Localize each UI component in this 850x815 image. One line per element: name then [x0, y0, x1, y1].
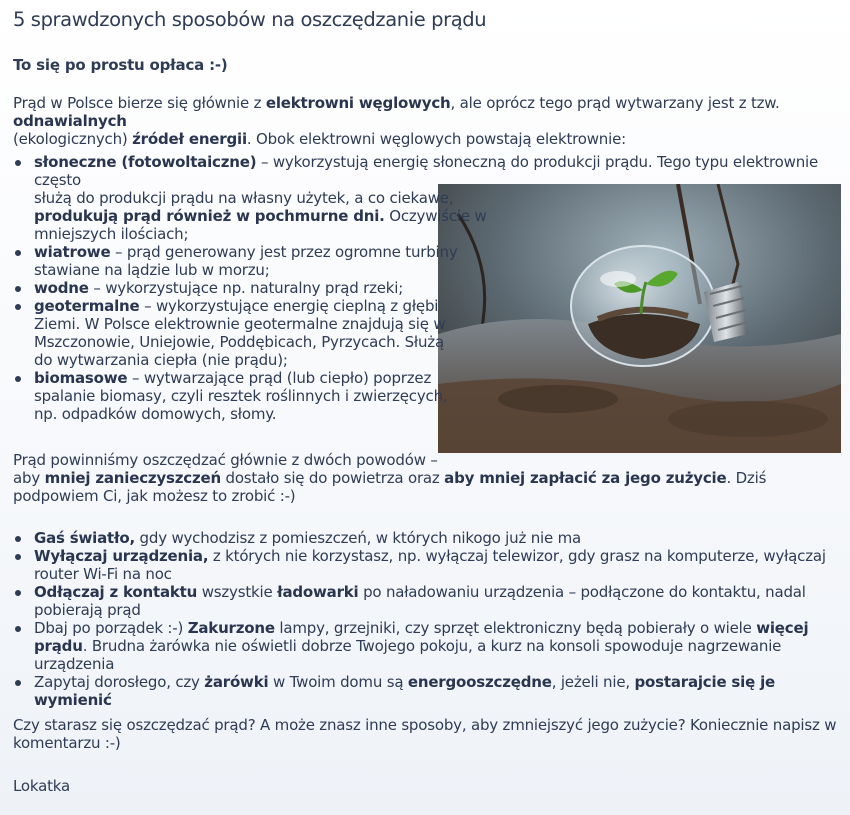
tip-text: gdy wychodzisz z pomieszczeń, w których nikogo już nie ma [134, 529, 581, 547]
reasons-text: dostało się do powietrza oraz [220, 469, 445, 487]
energy-sources-list [13, 153, 838, 423]
tip-bold: Gaś światło, [34, 529, 135, 547]
source-desc: – wytwarzające prąd (lub ciepło) poprzez [127, 369, 432, 387]
source-desc: – wykorzystujące energię cieplną z głębi [139, 297, 439, 315]
source-desc: spalanie biomasy, czyli resztek roślinnych i zwierzęcych, [34, 387, 448, 405]
list-item [13, 619, 833, 673]
source-desc: Oczywiście w [384, 207, 487, 225]
source-desc: stawiane na lądzie lub w morzu; [34, 261, 270, 279]
source-desc: do wytwarzania ciepła (nie prądu); [34, 351, 288, 369]
tip-bold: Zakurzone [187, 619, 275, 637]
reasons-paragraph [13, 451, 838, 505]
list-item [13, 279, 838, 297]
reasons-text: Prąd powinniśmy oszczędzać głównie z dwóch powodów – [13, 451, 438, 469]
source-highlight: produkują prąd również w pochmurne dni. [34, 207, 385, 225]
source-desc: np. odpadków domowych, słomy. [34, 405, 277, 423]
list-item [13, 529, 833, 547]
source-desc: – prąd generowany jest przez ogromne turbiny [110, 243, 458, 261]
tip-bold: Wyłączaj urządzenia, [34, 547, 209, 565]
tip-bold: energooszczędne [407, 673, 552, 691]
tip-bold: więcej prądu [34, 619, 809, 655]
tip-bold: Odłączaj z kontaktu [34, 583, 198, 601]
tips-list [13, 529, 833, 709]
intro-bold: odnawialnych [13, 112, 127, 130]
reasons-text: . Dziś podpowiem Ci, jak możesz to zrobić :-) [13, 469, 767, 505]
reasons-bold: aby mniej zapłacić za jego zużycie [444, 469, 727, 487]
source-desc: służą do produkcji prądu na własny użytek, a co ciekawe, [34, 189, 454, 207]
tip-text: z których nie korzystasz, np. wyłączaj telewizor, gdy grasz na komputerze, wyłączaj router Wi-Fi na noc [34, 547, 826, 583]
intro-text: Prąd w Polsce bierze się głównie z [13, 94, 266, 112]
list-item [13, 243, 838, 279]
reasons-text: aby [13, 469, 45, 487]
source-desc: – wykorzystują energię słoneczną do produkcji prądu. Tego typu elektrownie często [34, 153, 819, 189]
article-subtitle: To się po prostu opłaca :-) [13, 56, 228, 74]
closing-paragraph: Czy starasz się oszczędzać prąd? A może znasz inne sposoby, aby zmniejszyć jego zużycie? Koniecznie napisz w komentarzu :-) [13, 716, 837, 752]
article-title: 5 sprawdzonych sposobów na oszczędzanie prądu [13, 8, 487, 31]
signature: Lokatka [13, 777, 70, 795]
intro-bold: elektrowni węglowych [265, 94, 451, 112]
intro-paragraph [13, 94, 838, 148]
intro-text: , ale oprócz tego prąd wytwarzany jest z tzw. [450, 94, 780, 112]
tip-text: lampy, grzejniki, czy sprzęt elektroniczny będą pobierały o wiele [274, 619, 757, 637]
tip-text: Zapytaj dorosłego, czy [34, 673, 205, 691]
reasons-bold: mniej zanieczyszczeń [44, 469, 221, 487]
tip-bold: żarówki [204, 673, 269, 691]
tip-text: Dbaj po porządek :-) [34, 619, 188, 637]
list-item [13, 583, 833, 619]
intro-bold: źródeł energii [132, 130, 247, 148]
source-desc: Ziemi. W Polsce elektrownie geotermalne znajdują się w [34, 315, 446, 333]
tip-text: w Twoim domu są [268, 673, 408, 691]
source-name: geotermalne [34, 297, 140, 315]
list-item [13, 547, 833, 583]
source-name: biomasowe [34, 369, 128, 387]
tip-bold: postarajcie się je wymienić [34, 673, 776, 709]
tip-bold: ładowarki [277, 583, 359, 601]
source-name: słoneczne (fotowoltaiczne) [34, 153, 257, 171]
intro-text: (ekologicznych) [13, 130, 133, 148]
source-desc: – wykorzystujące np. naturalny prąd rzeki; [88, 279, 404, 297]
tip-text: , jeżeli nie, [551, 673, 635, 691]
tip-text: po naładowaniu urządzenia – podłączone do kontaktu, nadal pobierają prąd [34, 583, 806, 619]
tip-text: . Brudna żarówka nie oświetli dobrze Twojego pokoju, a kurz na konsoli spowoduje nagrzewanie urządzenia [34, 637, 782, 673]
source-name: wodne [34, 279, 89, 297]
source-desc: Mszczonowie, Uniejowie, Poddębicach, Pyrzycach. Służą [34, 333, 444, 351]
list-item [13, 153, 838, 243]
intro-text: . Obok elektrowni węglowych powstają elektrownie: [246, 130, 626, 148]
list-item [13, 673, 833, 709]
tip-text: wszystkie [197, 583, 278, 601]
source-name: wiatrowe [34, 243, 111, 261]
list-item [13, 369, 838, 423]
list-item [13, 297, 838, 369]
source-desc: mniejszych ilościach; [34, 225, 189, 243]
